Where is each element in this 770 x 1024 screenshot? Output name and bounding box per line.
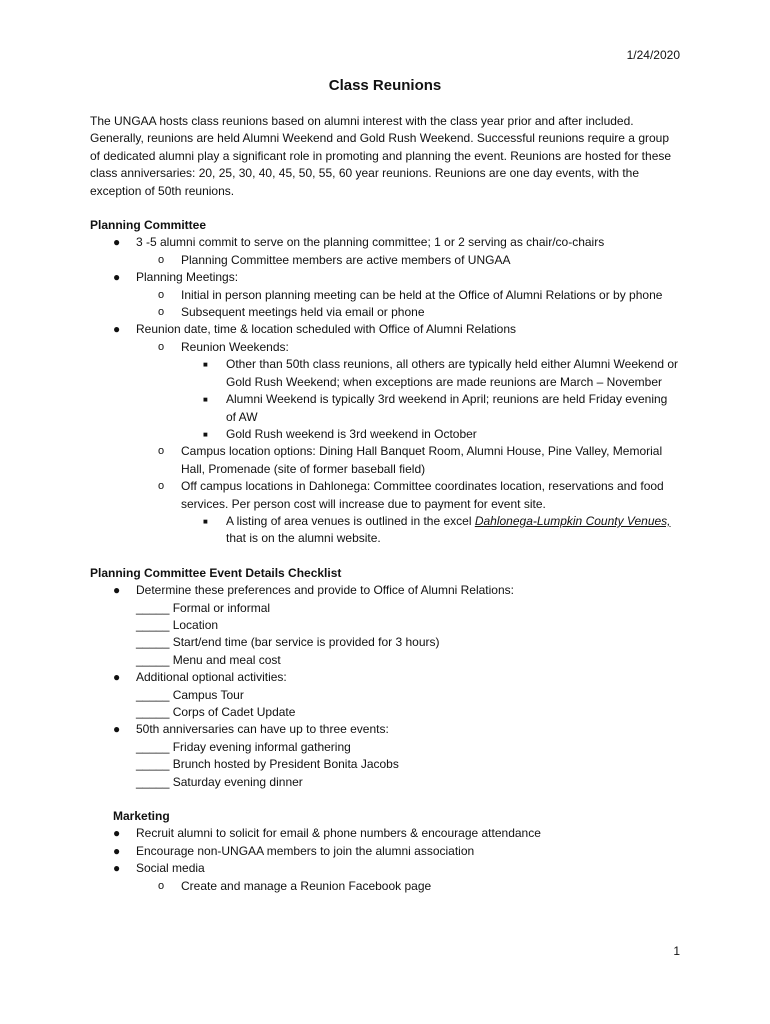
list-item [90, 843, 680, 860]
list-item-text: Determine these preferences and provide to Office of Alumni Relations: [136, 583, 514, 598]
list-item [90, 513, 680, 548]
bullet-icon: ● [113, 270, 121, 285]
list-item [90, 287, 680, 304]
marketing-heading: Marketing [113, 809, 170, 824]
list-item [90, 669, 680, 686]
document-date: 1/24/2020 [626, 48, 680, 62]
square-bullet-icon: ■ [203, 360, 208, 370]
checklist-item: _____ Brunch hosted by President Bonita Jacobs [136, 757, 399, 772]
document-body [90, 113, 680, 895]
list-item [90, 304, 680, 321]
circle-bullet-icon: o [158, 340, 165, 353]
list-item-text: Initial in person planning meeting can be held at the Office of Alumni Relations or by phone [181, 287, 663, 302]
checklist-heading: Planning Committee Event Details Checklist [90, 565, 342, 580]
checklist-item: _____ Location [136, 617, 219, 632]
square-bullet-icon: ■ [203, 395, 208, 405]
circle-bullet-icon: o [158, 288, 165, 301]
venues-spreadsheet-link[interactable]: Dahlonega-Lumpkin County Venues, [474, 513, 671, 528]
circle-bullet-icon: o [158, 253, 165, 266]
list-item [90, 356, 680, 391]
list-item-text: 3 -5 alumni commit to serve on the planning committee; 1 or 2 serving as chair/co-chairs [136, 235, 605, 250]
checklist-item: _____ Friday evening informal gathering [136, 739, 351, 754]
list-item [90, 339, 680, 356]
bullet-icon: ● [113, 826, 121, 841]
bullet-icon: ● [113, 861, 121, 876]
list-item-text: Reunion Weekends: [181, 339, 289, 354]
list-item [90, 825, 680, 842]
list-item [90, 721, 680, 738]
bullet-icon: ● [113, 670, 121, 685]
list-item [90, 860, 680, 877]
list-item [90, 321, 680, 338]
list-item-text: A listing of area venues is outlined in the excel [226, 513, 475, 528]
list-item-text: Gold Rush weekend is 3rd weekend in October [226, 426, 477, 441]
square-bullet-icon: ■ [203, 516, 208, 526]
document-title: Class Reunions [328, 77, 442, 94]
circle-bullet-icon: o [158, 480, 165, 493]
checklist-item: _____ Corps of Cadet Update [136, 705, 296, 719]
list-item-text: Other than 50th class reunions, all others are typically held either Alumni Weekend or Gold Rush Weekend; when exceptions are made reunions are March – November [226, 357, 679, 389]
list-item-text: Encourage non-UNGAA members to join the alumni association [136, 843, 475, 858]
checklist-item: _____ Saturday evening dinner [136, 774, 303, 789]
list-item-text: Reunion date, time & location scheduled with Office of Alumni Relations [136, 322, 516, 337]
list-item-text: that is on the alumni website. [226, 531, 381, 546]
checklist-list [90, 582, 680, 791]
checklist-item: _____ Start/end time (bar service is provided for 3 hours) [136, 635, 440, 650]
list-item-text: Off campus locations in Dahlonega: Committee coordinates location, reservations and food services. Per person cost will increase due to payment for event site. [181, 479, 664, 511]
list-item [90, 478, 680, 513]
planning-committee-list [90, 234, 680, 547]
list-item [90, 252, 680, 269]
intro-paragraph: The UNGAA hosts class reunions based on alumni interest with the class year prior and after included. Generally, reunions are held Alumni Weekend and Gold Rush Weekend. Successful reunions require a group of dedicated alumni play a significant role in promoting and planning the event. Reunions are hosted for these class anniversaries: 20, 25, 30, 40, 45, 50, 55, 60 year reunions. Reunions are one day events, with the exception of 50th reunions. [90, 114, 672, 198]
list-item [90, 878, 680, 895]
list-item [90, 426, 680, 443]
bullet-icon: ● [113, 722, 121, 737]
list-item-text: 50th anniversaries can have up to three events: [136, 722, 389, 737]
spacer [90, 548, 680, 565]
square-bullet-icon: ■ [203, 429, 208, 439]
list-item-text: Subsequent meetings held via email or phone [181, 305, 425, 320]
list-item-text: Additional optional activities: [136, 670, 287, 685]
list-item-text: Planning Committee members are active members of UNGAA [181, 252, 511, 267]
list-item-text: Planning Meetings: [136, 270, 239, 285]
list-item-text: Create and manage a Reunion Facebook page [181, 878, 432, 893]
marketing-list [90, 825, 680, 895]
bullet-icon: ● [113, 583, 121, 598]
circle-bullet-icon: o [158, 306, 165, 319]
circle-bullet-icon: o [158, 445, 165, 458]
spacer [90, 791, 680, 808]
list-item [90, 443, 680, 478]
page-number: 1 [673, 944, 680, 958]
planning-committee-heading: Planning Committee [90, 218, 207, 233]
list-item [90, 269, 680, 286]
list-item-text: Social media [136, 861, 205, 876]
list-item [90, 582, 680, 599]
bullet-icon: ● [113, 235, 121, 250]
circle-bullet-icon: o [158, 879, 165, 892]
checklist-item: _____ Campus Tour [136, 687, 244, 702]
bullet-icon: ● [113, 843, 121, 858]
checklist-item: _____ Formal or informal [136, 600, 271, 615]
list-item [90, 391, 680, 426]
list-item-text: Campus location options: Dining Hall Banquet Room, Alumni House, Pine Valley, Memorial Hall, Promenade (site of former baseball field) [181, 444, 663, 476]
list-item-text: Recruit alumni to solicit for email & phone numbers & encourage attendance [136, 826, 541, 841]
list-item [90, 234, 680, 251]
bullet-icon: ● [113, 322, 121, 337]
checklist-item: _____ Menu and meal cost [136, 652, 281, 667]
list-item-text: Alumni Weekend is typically 3rd weekend in April; reunions are held Friday evening of AW [226, 392, 668, 424]
